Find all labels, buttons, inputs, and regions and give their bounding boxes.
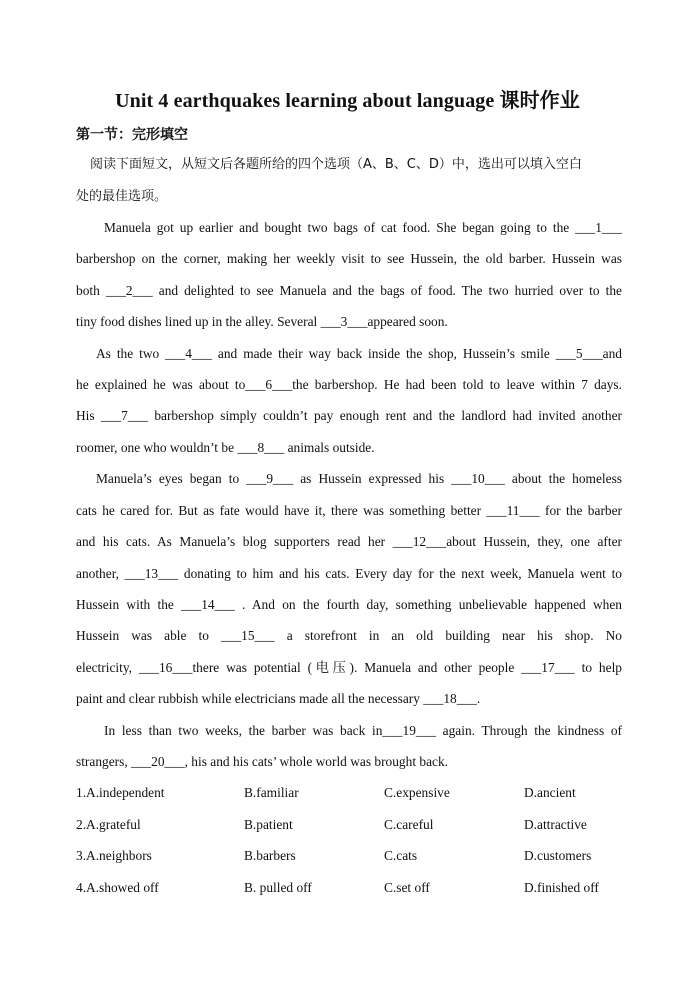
passage-line: As the two ___4___ and made their way back inside the shop, Hussein’s smile ___5___and xyxy=(96,346,622,361)
page-title: Unit 4 earthquakes learning about language 课时作业 xyxy=(115,90,580,112)
option-b: B. pulled off xyxy=(244,880,312,895)
passage-line: and his cats. As Manuela’s blog supporters read her ___12___about Hussein, they, one after xyxy=(76,534,622,549)
option-b: B.familiar xyxy=(244,785,299,800)
passage-line: both ___2___ and delighted to see Manuela and the bags of food. The two hurried over to the xyxy=(76,283,622,298)
passage-line: roomer, one who wouldn’t be ___8___ animals outside. xyxy=(76,440,375,455)
option-a: 2.A.grateful xyxy=(76,817,141,832)
passage-line: Hussein was able to ___15___ a storefront in an old building near his shop. No xyxy=(76,628,622,643)
passage-line: cats he cared for. But as fate would have it, there was something better ___11___ for the barber xyxy=(76,503,622,518)
option-c: C.expensive xyxy=(384,785,450,800)
passage-line: Manuela got up earlier and bought two bags of cat food. She began going to the ___1___ xyxy=(104,220,622,235)
option-d: D.finished off xyxy=(524,880,599,895)
option-d: D.attractive xyxy=(524,817,587,832)
instruction-line-2: 处的最佳选项。 xyxy=(76,189,168,204)
passage-line: another, ___13___ donating to him and his cats. Every day for the next week, Manuela went to xyxy=(76,566,622,581)
option-c: C.careful xyxy=(384,817,434,832)
option-d: D.customers xyxy=(524,848,592,863)
option-c: C.set off xyxy=(384,880,430,895)
option-b: B.patient xyxy=(244,817,293,832)
section-heading: 第一节：完形填空 xyxy=(76,127,188,143)
passage-line: In less than two weeks, the barber was back in___19___ again. Through the kindness of xyxy=(104,723,622,738)
passage-line: electricity, ___16___there was potential (电压). Manuela and other people ___17___ to help xyxy=(76,660,622,675)
passage-line: he explained he was about to___6___the barbershop. He had been told to leave within 7 days. xyxy=(76,377,622,392)
passage-line: tiny food dishes lined up in the alley. Several ___3___appeared soon. xyxy=(76,314,448,329)
option-d: D.ancient xyxy=(524,785,576,800)
option-a: 4.A.showed off xyxy=(76,880,159,895)
option-a: 3.A.neighbors xyxy=(76,848,152,863)
option-c: C.cats xyxy=(384,848,418,863)
passage-line: His ___7___ barbershop simply couldn’t pay enough rent and the landlord had invited another xyxy=(76,408,622,423)
passage-line: paint and clear rubbish while electricians made all the necessary ___18___. xyxy=(76,691,481,706)
instruction-line-1: 阅读下面短文，从短文后各题所给的四个选项（A、B、C、D）中，选出可以填入空白 xyxy=(90,157,582,172)
passage-line: strangers, ___20___, his and his cats’ whole world was brought back. xyxy=(76,754,449,769)
passage-line: Hussein with the ___14___ . And on the fourth day, something unbelievable happened when xyxy=(76,597,622,612)
passage-line: barbershop on the corner, making her weekly visit to see Hussein, the old barber. Hussein was xyxy=(76,251,622,266)
option-a: 1.A.independent xyxy=(76,785,165,800)
option-b: B.barbers xyxy=(244,848,296,863)
passage-line: Manuela’s eyes began to ___9___ as Hussein expressed his ___10___ about the homeless xyxy=(96,471,622,486)
